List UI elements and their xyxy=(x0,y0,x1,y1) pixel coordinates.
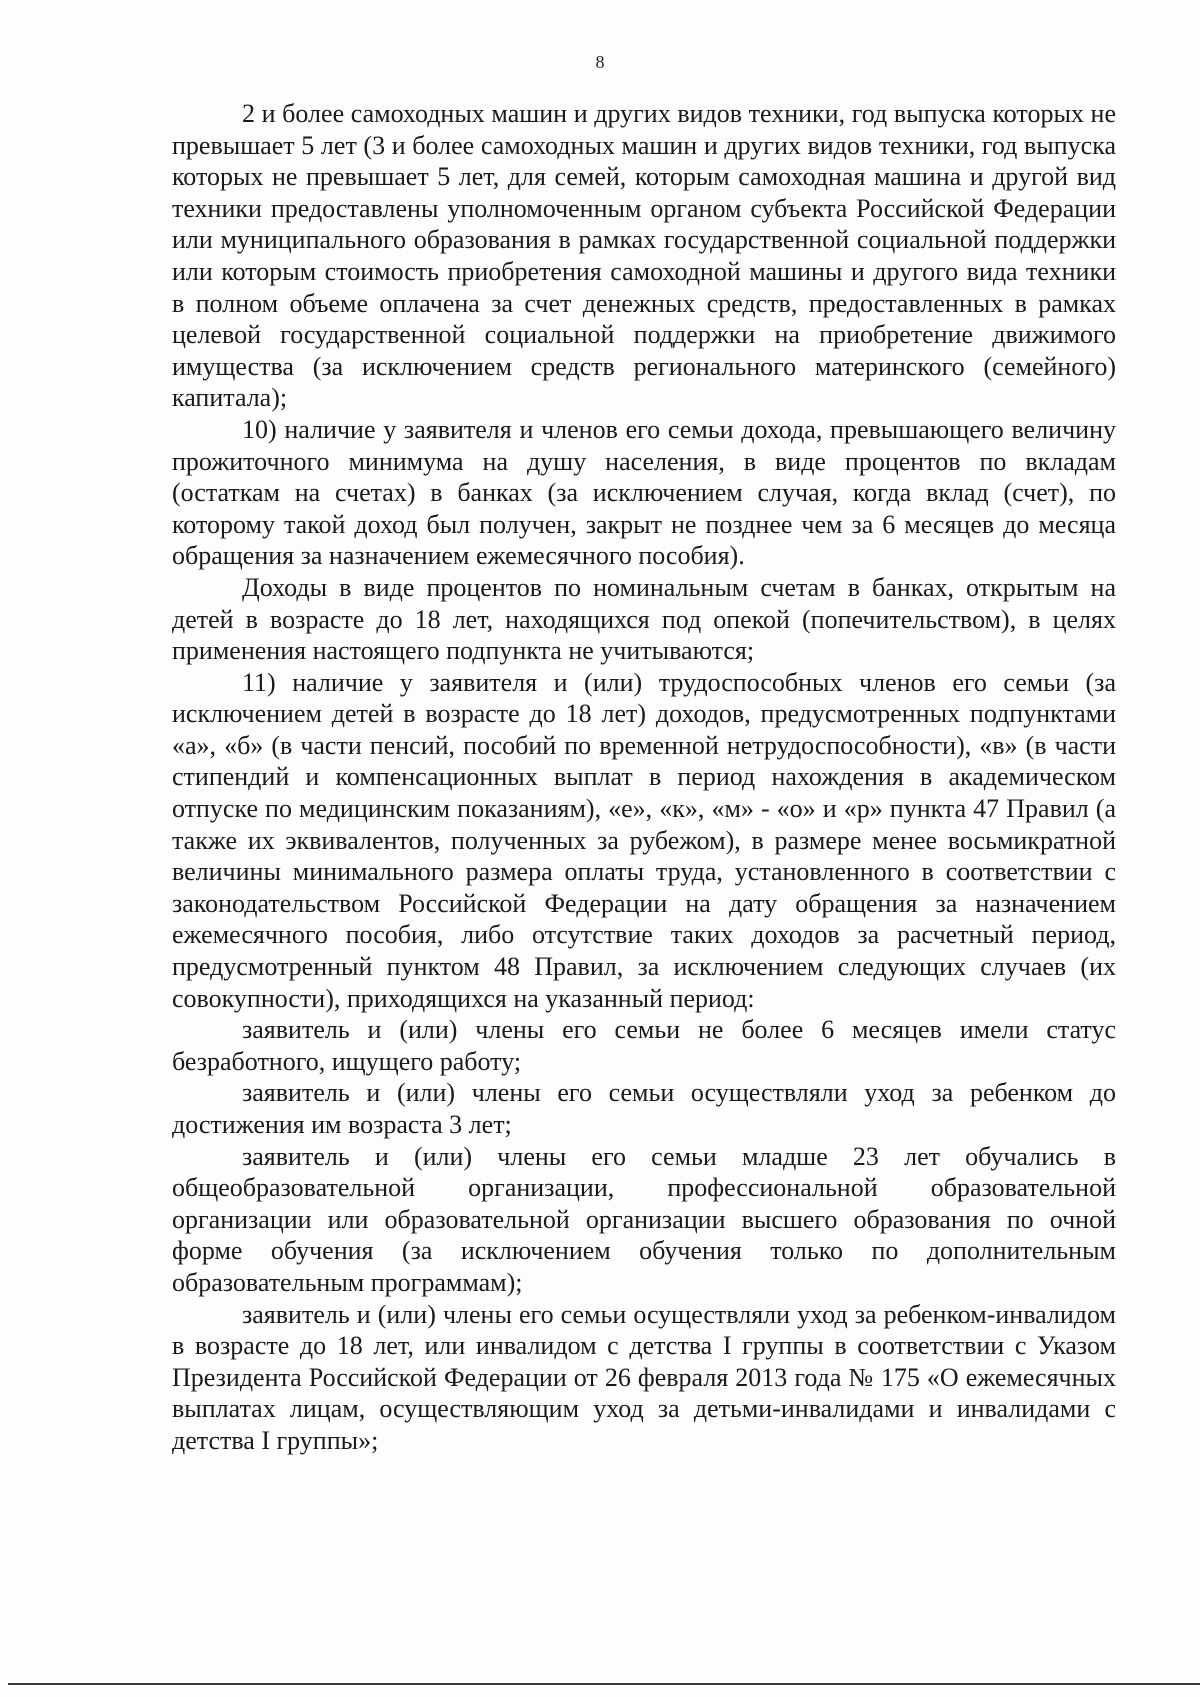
paragraph-item-10: 10) наличие у заявителя и членов его семьи дохода, превышающего величину прожиточного минимума на душу населения, в виде процентов по вкладам (остаткам на счетах) в банках (за исключением случая, когда вклад (счет), по которому такой доход был получен, закрыт не позднее чем за 6 месяцев до месяца обращения за назначением ежемесячного пособия). xyxy=(172,414,1116,571)
paragraph-nominal-accounts: Доходы в виде процентов по номинальным счетам в банках, открытым на детей в возрасте до 18 лет, находящихся под опекой (попечительством), в целях применения настоящего подпункта не учитываются; xyxy=(172,572,1116,666)
paragraph-childcare: заявитель и (или) члены его семьи осуществляли уход за ребенком до достижения им возраста 3 лет; xyxy=(172,1078,1116,1139)
paragraph-unemployed: заявитель и (или) члены его семьи не более 6 месяцев имели статус безработного, ищущего работу; xyxy=(172,1015,1116,1076)
paragraph-vehicles: 2 и более самоходных машин и других видов техники, год выпуска которых не превышает 5 лет (3 и более самоходных машин и других видов техники, год выпуска которых не превышает 5 лет, для семей, которым самоходная машина и другой вид техники предоставлены уполномоченным органом субъекта Российской Федерации или муниципального образования в рамках государственной социальной поддержки или которым стоимость приобретения самоходной машины и другого вида техники в полном объеме оплачена за счет денежных средств, предоставленных в рамках целевой государственной социальной поддержки на приобретение движимого имущества (за исключением средств регионального материнского (семейного) капитала); xyxy=(172,99,1116,413)
document-body xyxy=(172,98,1116,1457)
paragraph-item-11: 11) наличие у заявителя и (или) трудоспособных членов его семьи (за исключением детей в возрасте до 18 лет) доходов, предусмотренных подпунктами «а», «б» (в части пенсий, пособий по временной нетрудоспособности), «в» (в части стипендий и компенсационных выплат в период нахождения в академическом отпуске по медицинским показаниям), «е», «к», «м» - «о» и «р» пункта 47 Правил (а также их эквивалентов, полученных за рубежом), в размере менее восьмикратной величины минимального размера оплаты труда, установленного в соответствии с законодательством Российской Федерации на дату обращения за назначением ежемесячного пособия, либо отсутствие таких доходов за расчетный период, предусмотренный пунктом 48 Правил, за исключением следующих случаев (их совокупности), приходящихся на указанный период: xyxy=(172,667,1116,1013)
paragraph-students: заявитель и (или) члены его семьи младше 23 лет обучались в общеобразовательной организации, профессиональной образовательной организации или образовательной организации высшего образования по очной форме обучения (за исключением обучения только по дополнительным образовательным программам); xyxy=(172,1141,1116,1297)
bottom-divider xyxy=(8,1683,1200,1685)
page-number: 8 xyxy=(595,52,605,72)
paragraph-disabled-care: заявитель и (или) члены его семьи осуществляли уход за ребенком-инвалидом в возрасте до 18 лет, или инвалидом с детства I группы в соответствии с Указом Президента Российской Федерации от 26 февраля 2013 года № 175 «О ежемесячных выплатах лицам, осуществляющим уход за детьми-инвалидами и инвалидами с детства I группы»; xyxy=(172,1299,1116,1455)
